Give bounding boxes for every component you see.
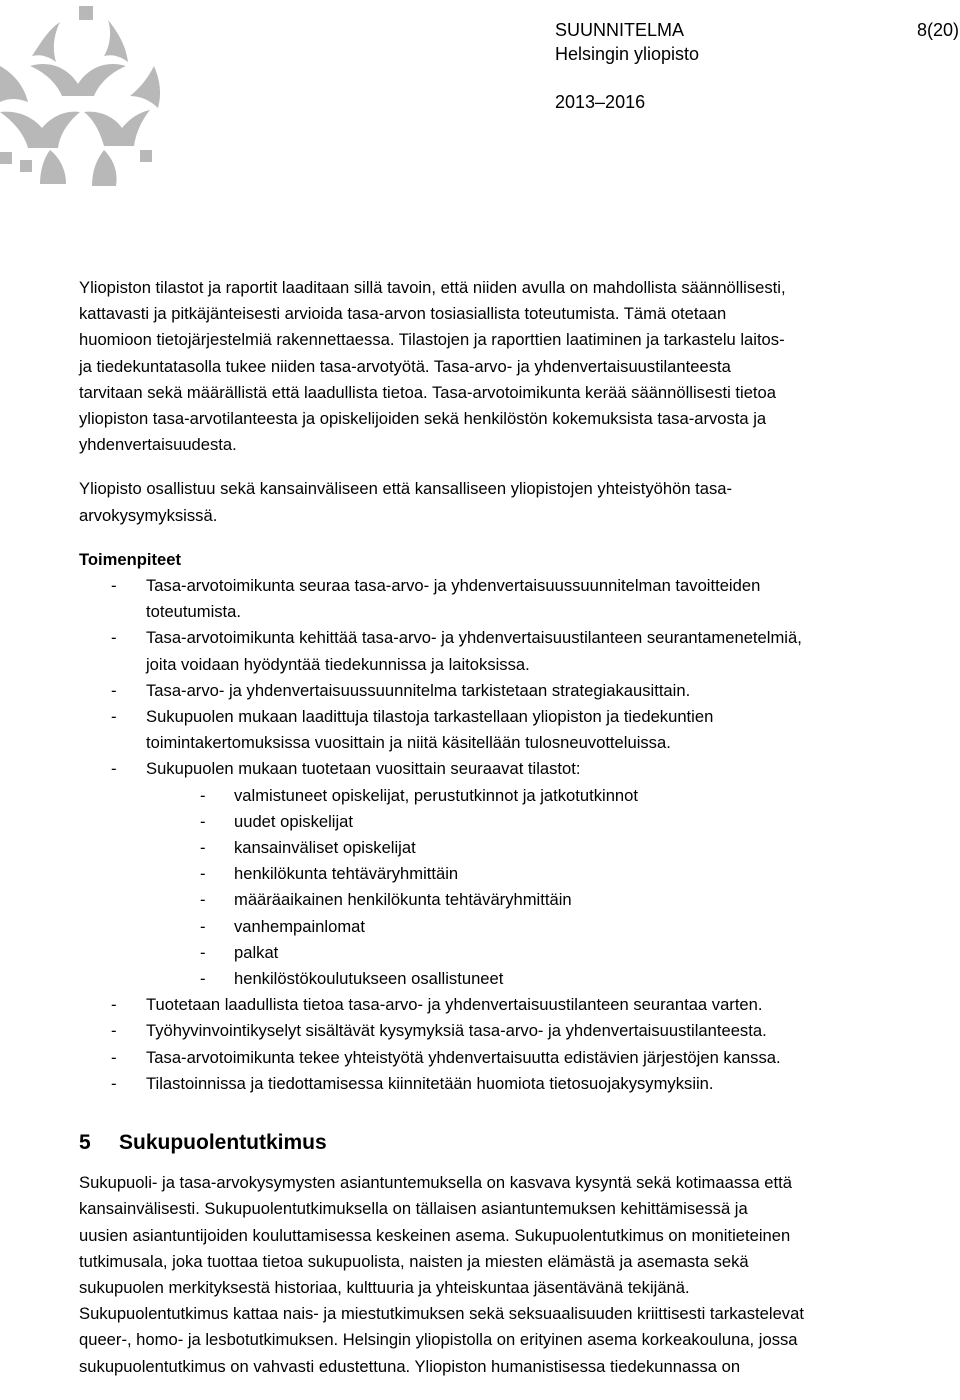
sub-item-text: vanhempainlomat <box>234 916 365 936</box>
text-line: queer-, homo- ja lesbotutkimuksen. Helsingin yliopistolla on erityinen asema korkeakouluna, jossa <box>79 1330 798 1350</box>
text-line: toimintakertomuksissa vuosittain ja niitä käsitellään tulosneuvotteluissa. <box>146 733 671 753</box>
text-line: Tasa-arvo- ja yhdenvertaisuussuunnitelma tarkistetaan strategiakausittain. <box>146 680 691 700</box>
text-line: tutkimusala, joka tuottaa tietoa sukupuolista, naisten ja miesten elämästä ja asemasta sekä <box>79 1251 749 1271</box>
section-heading <box>79 1129 874 1156</box>
text-line: kattavasti ja pitkäjänteisesti arvioida tasa-arvon tosiasiallista toteutumista. Tämä otetaan <box>79 304 727 324</box>
list-dash: - <box>111 1021 117 1041</box>
intro-paragraph <box>79 275 874 458</box>
text-line: Yliopisto osallistuu sekä kansainväliseen että kansalliseen yliopistojen yhteistyöhön tasa- <box>79 479 733 499</box>
list-dash: - <box>111 628 117 648</box>
list-dash: - <box>200 864 206 884</box>
list-dash: - <box>200 785 206 805</box>
list-dash: - <box>200 969 206 989</box>
section-number: 5 <box>79 1131 91 1155</box>
page-number: 8(20) <box>916 20 959 40</box>
text-line: Tasa-arvotoimikunta kehittää tasa-arvo- ja yhdenvertaisuustilanteen seurantamenetelmiä, <box>146 628 802 648</box>
list-dash: - <box>200 942 206 962</box>
text-line: arvokysymyksissä. <box>79 505 218 525</box>
list-item <box>79 1045 874 1071</box>
plan-period: 2013–2016 <box>555 92 646 112</box>
text-line: Yliopiston tilastot ja raportit laaditaan sillä tavoin, että niiden avulla on mahdollista säännöllisesti, <box>79 278 786 297</box>
text-line: yliopiston tasa-arvotilanteesta ja opiskelijoiden sekä henkilöstön kokemuksista tasa-arvosta ja <box>79 409 767 429</box>
list-item <box>79 1018 874 1044</box>
text-line: Tasa-arvotoimikunta seuraa tasa-arvo- ja yhdenvertaisuussuunnitelman tavoitteiden <box>146 576 761 596</box>
text-line: tarvitaan sekä määrällistä että laadullista tietoa. Tasa-arvotoimikunta kerää säännöllisesti tietoa <box>79 382 777 402</box>
university-logo <box>0 0 190 190</box>
section-title: Sukupuolentutkimus <box>119 1131 327 1155</box>
sub-list-item <box>79 887 874 913</box>
text-line: toteutumista. <box>146 602 242 622</box>
sub-item-text: palkat <box>234 942 279 962</box>
list-dash: - <box>111 576 117 596</box>
list-item <box>79 1071 874 1097</box>
text-line: ja tiedekuntatasolla tukee niiden tasa-arvotyötä. Tasa-arvo- ja yhdenvertaisuustilanteesta <box>79 356 731 376</box>
list-dash: - <box>111 995 117 1015</box>
sub-list-item <box>79 835 874 861</box>
sub-list-item <box>79 861 874 887</box>
list-dash: - <box>111 1073 117 1093</box>
list-dash: - <box>200 811 206 831</box>
text-line: kansainvälisesti. Sukupuolentutkimuksella on tällaisen asiantuntemuksen kehittämisessä ja <box>79 1199 748 1219</box>
document-body <box>79 275 874 1380</box>
text-line: Sukupuolentutkimus kattaa nais- ja miestutkimuksen sekä seksuaalisuuden kriittisesti tarkastelevat <box>79 1304 804 1324</box>
text-line: Sukupuolen mukaan tuotetaan vuosittain seuraavat tilastot: <box>146 759 581 779</box>
paragraph-spacer <box>79 458 874 476</box>
sub-list-item <box>79 940 874 966</box>
text-line: huomioon tietojärjestelmiä rakennettaessa. Tilastojen ja raporttien laatiminen ja tarkastelu laitos- <box>79 330 785 350</box>
sub-item-text: kansainväliset opiskelijat <box>234 838 416 858</box>
list-item <box>79 992 874 1018</box>
sub-list-item <box>79 809 874 835</box>
text-line: sukupuolentutkimus on vahvasti edustettuna. Yliopiston humanistisessa tiedekunnassa on <box>79 1356 741 1376</box>
text-line: yhdenvertaisuudesta. <box>79 435 237 455</box>
text-line: Sukupuolen mukaan laadittuja tilastoja tarkastellaan yliopiston ja tiedekuntien <box>146 707 714 727</box>
list-dash: - <box>200 838 206 858</box>
list-item <box>79 756 874 782</box>
gender-studies-paragraph <box>79 1170 874 1380</box>
list-dash: - <box>111 759 117 779</box>
text-line: joita voidaan hyödyntää tiedekunnissa ja laitoksissa. <box>146 654 530 674</box>
document-type: SUUNNITELMA <box>555 20 685 40</box>
sub-list-item <box>79 966 874 992</box>
paragraph-spacer <box>79 529 874 547</box>
list-dash: - <box>111 680 117 700</box>
text-line: sukupuolen merkityksestä historiaa, kulttuuria ja yhteiskuntaa jäsentävänä tekijänä. <box>79 1277 690 1297</box>
list-item-text: Tilastoinnissa ja tiedottamisessa kiinnitetään huomiota tietosuojakysymyksiin. <box>146 1073 714 1093</box>
sub-item-text: henkilökunta tehtäväryhmittäin <box>234 864 459 884</box>
list-item <box>79 573 874 625</box>
list-item <box>79 704 874 756</box>
cooperation-paragraph <box>79 476 874 528</box>
list-item-text: Tuotetaan laadullista tietoa tasa-arvo- ja yhdenvertaisuustilanteen seurantaa varten. <box>146 995 763 1015</box>
measures-heading: Toimenpiteet <box>79 549 182 569</box>
list-item <box>79 678 874 704</box>
list-item-text: Tasa-arvotoimikunta tekee yhteistyötä yhdenvertaisuutta edistävien järjestöjen kanssa. <box>146 1047 781 1067</box>
sub-item-text: uudet opiskelijat <box>234 811 354 831</box>
list-dash: - <box>111 1047 117 1067</box>
sub-list-item <box>79 783 874 809</box>
organization-name: Helsingin yliopisto <box>555 44 700 64</box>
sub-item-text: henkilöstökoulutukseen osallistuneet <box>234 969 504 989</box>
sub-item-text: määräaikainen henkilökunta tehtäväryhmittäin <box>234 890 572 910</box>
list-item-text: Työhyvinvointikyselyt sisältävät kysymyksiä tasa-arvo- ja yhdenvertaisuustilanteesta. <box>146 1021 767 1041</box>
list-dash: - <box>200 916 206 936</box>
text-line: uusien asiantuntijoiden kouluttamisessa keskeinen asema. Sukupuolentutkimus on monitieteinen <box>79 1225 791 1245</box>
helsinki-university-flame-logo-icon <box>0 0 190 190</box>
sub-list-item <box>79 914 874 940</box>
list-item <box>79 625 874 677</box>
text-line: Sukupuoli- ja tasa-arvokysymysten asiantuntemuksella on kasvava kysyntä sekä kotimaassa että <box>79 1173 792 1193</box>
list-dash: - <box>111 707 117 727</box>
list-dash: - <box>200 890 206 910</box>
sub-item-text: valmistuneet opiskelijat, perustutkinnot ja jatkotutkinnot <box>234 785 639 805</box>
